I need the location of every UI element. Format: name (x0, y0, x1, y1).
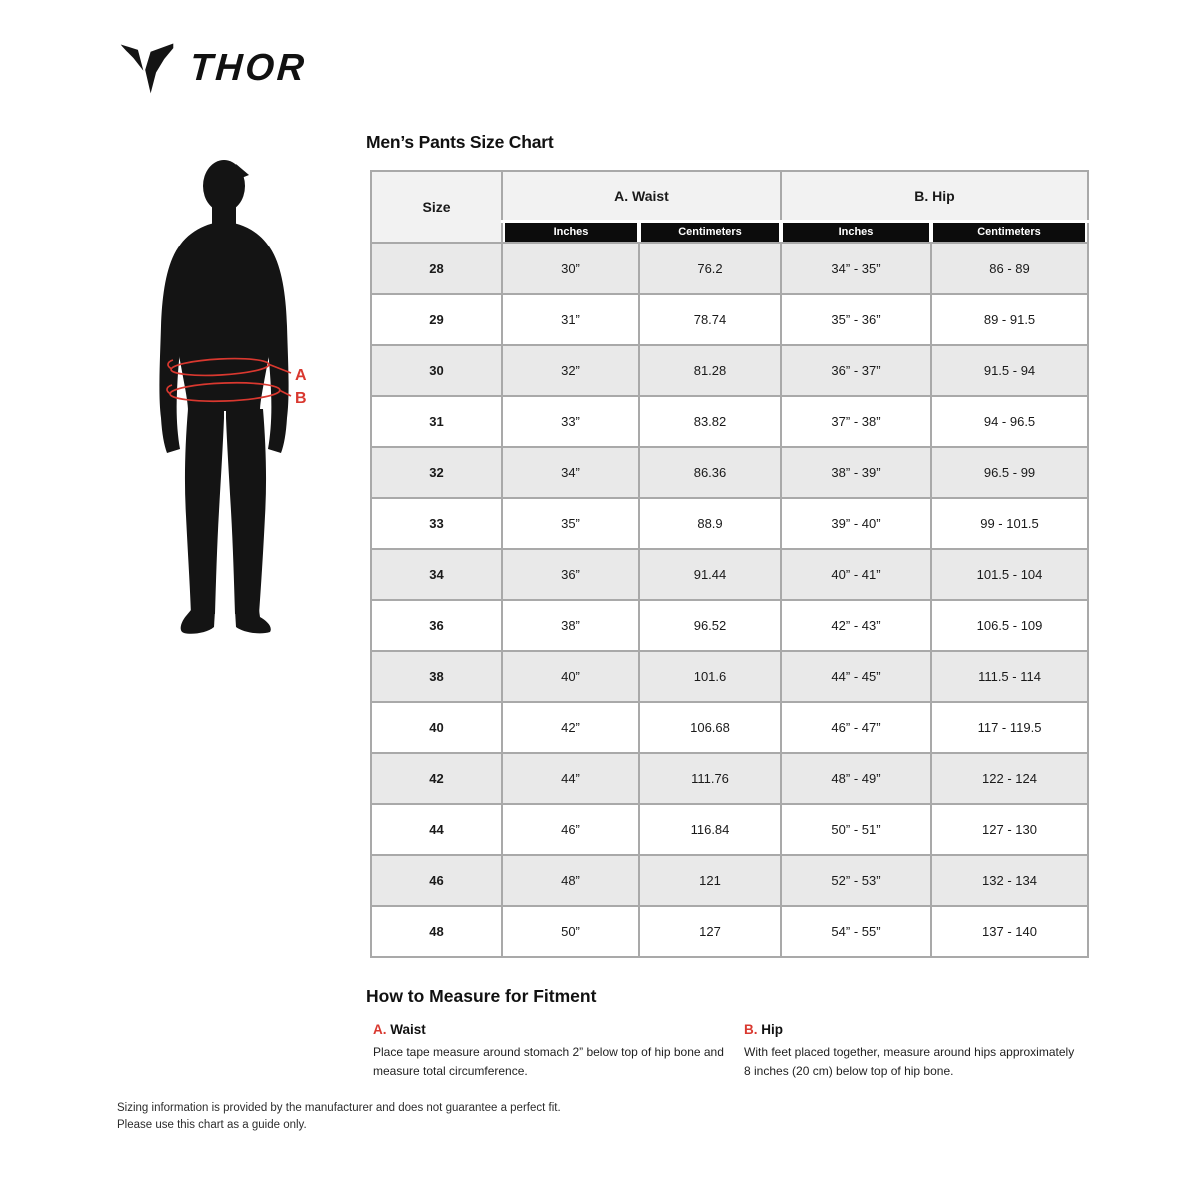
table-row (371, 804, 1088, 855)
cell-hip-inches: 38” - 39” (781, 447, 931, 498)
cell-hip-centimeters: 86 - 89 (931, 243, 1088, 294)
cell-waist-inches: 40” (502, 651, 639, 702)
cell-waist-inches: 33” (502, 396, 639, 447)
cell-hip-inches: 48” - 49” (781, 753, 931, 804)
label-a: A (295, 367, 307, 384)
cell-hip-centimeters: 94 - 96.5 (931, 396, 1088, 447)
table-row (371, 396, 1088, 447)
cell-size: 44 (371, 804, 502, 855)
cell-hip-centimeters: 122 - 124 (931, 753, 1088, 804)
cell-hip-inches: 54” - 55” (781, 906, 931, 957)
cell-size: 38 (371, 651, 502, 702)
size-table (370, 170, 1089, 958)
cell-waist-centimeters: 91.44 (639, 549, 781, 600)
subheader-waist-inches: Inches (505, 223, 637, 242)
cell-hip-inches: 40” - 41” (781, 549, 931, 600)
subheader-hip-centimeters: Centimeters (933, 223, 1085, 242)
cell-hip-centimeters: 127 - 130 (931, 804, 1088, 855)
cell-waist-inches: 35” (502, 498, 639, 549)
col-header-hip: B. Hip (781, 171, 1088, 221)
male-silhouette (159, 160, 288, 634)
cell-waist-inches: 38” (502, 600, 639, 651)
hip-instruction-text: With feet placed together, measure around hips approximately 8 inches (20 cm) below top of hip bone. (744, 1045, 1075, 1078)
cell-waist-centimeters: 127 (639, 906, 781, 957)
cell-hip-centimeters: 91.5 - 94 (931, 345, 1088, 396)
cell-waist-inches: 48” (502, 855, 639, 906)
cell-size: 33 (371, 498, 502, 549)
cell-hip-inches: 52” - 53” (781, 855, 931, 906)
cell-hip-centimeters: 137 - 140 (931, 906, 1088, 957)
cell-waist-inches: 32” (502, 345, 639, 396)
hip-instruction-heading (744, 1022, 1084, 1037)
cell-size: 29 (371, 294, 502, 345)
table-row (371, 549, 1088, 600)
brand-wordmark: THOR (188, 46, 309, 89)
cell-hip-centimeters: 132 - 134 (931, 855, 1088, 906)
cell-size: 31 (371, 396, 502, 447)
waist-measure-instructions (373, 1022, 725, 1080)
cell-waist-centimeters: 121 (639, 855, 781, 906)
cell-waist-centimeters: 101.6 (639, 651, 781, 702)
cell-waist-inches: 34” (502, 447, 639, 498)
cell-hip-centimeters: 106.5 - 109 (931, 600, 1088, 651)
size-table-body (371, 243, 1088, 957)
table-row (371, 243, 1088, 294)
cell-hip-inches: 42” - 43” (781, 600, 931, 651)
cell-waist-centimeters: 78.74 (639, 294, 781, 345)
table-row (371, 600, 1088, 651)
subheader-hip-inches: Inches (783, 223, 929, 242)
waist-instruction-heading (373, 1022, 725, 1037)
cell-hip-inches: 46” - 47” (781, 702, 931, 753)
cell-waist-centimeters: 111.76 (639, 753, 781, 804)
cell-hip-centimeters: 99 - 101.5 (931, 498, 1088, 549)
cell-size: 46 (371, 855, 502, 906)
cell-hip-inches: 34” - 35” (781, 243, 931, 294)
table-row (371, 345, 1088, 396)
cell-hip-centimeters: 96.5 - 99 (931, 447, 1088, 498)
hip-label: Hip (757, 1022, 783, 1037)
cell-hip-centimeters: 111.5 - 114 (931, 651, 1088, 702)
cell-size: 30 (371, 345, 502, 396)
howto-section-title: How to Measure for Fitment (366, 986, 597, 1006)
label-b: B (295, 390, 307, 407)
table-row (371, 651, 1088, 702)
cell-size: 32 (371, 447, 502, 498)
disclaimer-line-2: Please use this chart as a guide only. (117, 1119, 307, 1132)
cell-waist-inches: 31” (502, 294, 639, 345)
cell-waist-centimeters: 106.68 (639, 702, 781, 753)
cell-hip-inches: 36” - 37” (781, 345, 931, 396)
col-header-size: Size (371, 171, 502, 243)
cell-size: 42 (371, 753, 502, 804)
cell-waist-inches: 36” (502, 549, 639, 600)
waist-label: Waist (386, 1022, 426, 1037)
disclaimer-text (117, 1100, 561, 1135)
page-title: Men’s Pants Size Chart (366, 132, 554, 152)
cell-size: 48 (371, 906, 502, 957)
cell-hip-inches: 50” - 51” (781, 804, 931, 855)
hip-letter: B. (744, 1022, 758, 1037)
measurement-figure (148, 156, 338, 656)
table-row (371, 906, 1088, 957)
cell-waist-centimeters: 86.36 (639, 447, 781, 498)
cell-hip-inches: 37” - 38” (781, 396, 931, 447)
cell-waist-centimeters: 81.28 (639, 345, 781, 396)
cell-waist-inches: 30” (502, 243, 639, 294)
subheader-waist-centimeters: Centimeters (641, 223, 779, 242)
cell-size: 40 (371, 702, 502, 753)
cell-waist-inches: 46” (502, 804, 639, 855)
thor-horns-icon (118, 40, 176, 96)
table-row (371, 294, 1088, 345)
cell-waist-centimeters: 116.84 (639, 804, 781, 855)
cell-waist-inches: 42” (502, 702, 639, 753)
disclaimer-line-1: Sizing information is provided by the manufacturer and does not guarantee a perfect fit. (117, 1102, 561, 1114)
hip-measure-instructions (744, 1022, 1084, 1080)
col-header-waist: A. Waist (502, 171, 781, 221)
cell-waist-centimeters: 88.9 (639, 498, 781, 549)
table-row (371, 855, 1088, 906)
cell-waist-centimeters: 96.52 (639, 600, 781, 651)
male-silhouette-diagram (148, 156, 338, 656)
waist-letter: A. (373, 1022, 387, 1037)
cell-waist-centimeters: 83.82 (639, 396, 781, 447)
table-row (371, 498, 1088, 549)
cell-hip-inches: 35” - 36” (781, 294, 931, 345)
cell-waist-inches: 50” (502, 906, 639, 957)
brand-logo (118, 40, 307, 96)
cell-waist-inches: 44” (502, 753, 639, 804)
table-row (371, 753, 1088, 804)
cell-hip-inches: 39” - 40” (781, 498, 931, 549)
cell-size: 34 (371, 549, 502, 600)
cell-waist-centimeters: 76.2 (639, 243, 781, 294)
table-row (371, 702, 1088, 753)
cell-hip-centimeters: 117 - 119.5 (931, 702, 1088, 753)
waist-instruction-text: Place tape measure around stomach 2” below top of hip bone and measure total circumference. (373, 1045, 724, 1078)
table-row (371, 447, 1088, 498)
cell-hip-inches: 44” - 45” (781, 651, 931, 702)
table-group-header-row (371, 171, 1088, 221)
cell-hip-centimeters: 101.5 - 104 (931, 549, 1088, 600)
cell-size: 36 (371, 600, 502, 651)
cell-hip-centimeters: 89 - 91.5 (931, 294, 1088, 345)
cell-size: 28 (371, 243, 502, 294)
